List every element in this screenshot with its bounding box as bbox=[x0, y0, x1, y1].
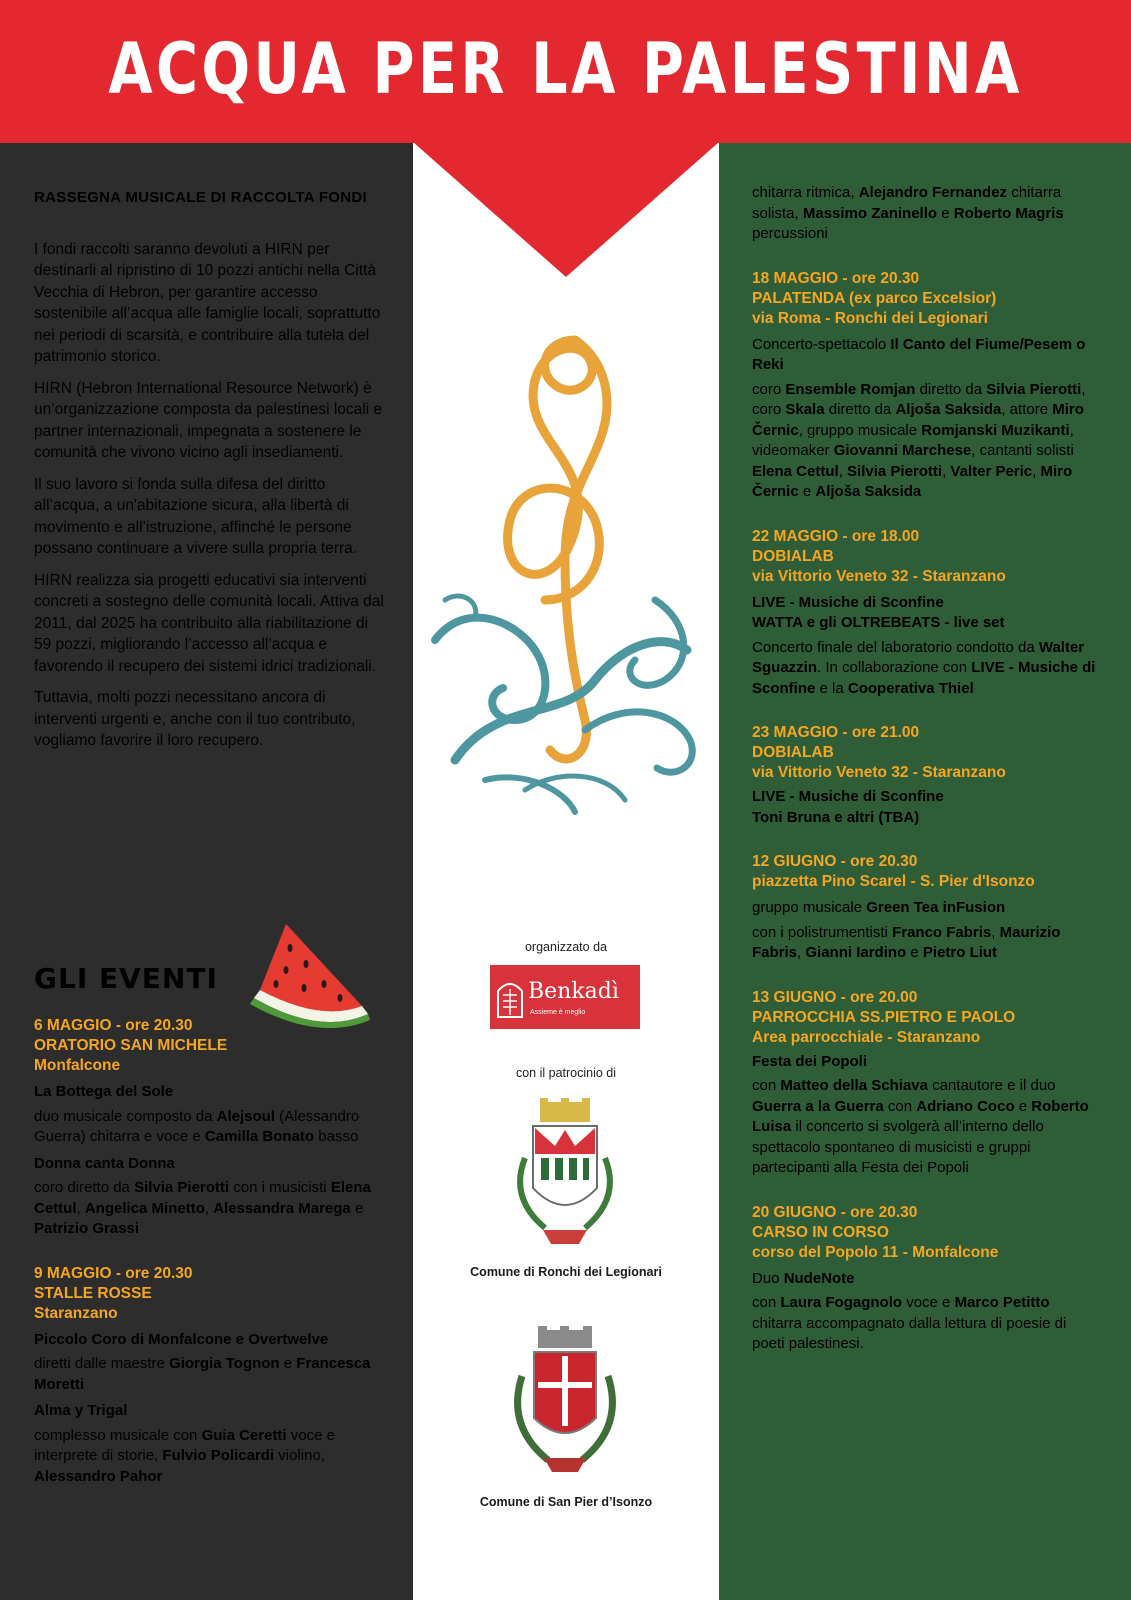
events-right-list bbox=[752, 183, 1102, 1379]
event-header: ORATORIO SAN MICHELE bbox=[34, 1037, 228, 1054]
event-header: Area parrocchiale - Staranzano bbox=[752, 1028, 981, 1046]
watermelon-slice-icon bbox=[250, 918, 374, 1030]
event-block bbox=[34, 1016, 389, 1240]
coat-of-arms-icon bbox=[505, 1098, 625, 1258]
event-act-title: Alma y Trigal bbox=[34, 1402, 128, 1419]
event-block bbox=[752, 183, 1102, 245]
event-act-title: LIVE - Musiche di Sconfine bbox=[752, 593, 944, 611]
event-header: via Vittorio Veneto 32 - Staranzano bbox=[752, 567, 1006, 585]
intro-paragraph: Il suo lavoro si fonda sulla difesa del diritto all’acqua, a un'abitazione sicura, alla libertà di movimento e all’istruzione, affinché le persone possano continuare a vivere sulla propria terra. bbox=[34, 475, 358, 557]
event-block bbox=[752, 527, 1102, 700]
event-description: con Matteo della Schiava cantautore e il duo Guerra a la Guerra con Adriano Coco e Roberto Luisa il concerto si svolgerà all’interno dello spettacolo spontaneo di musicisti e gruppi partecipanti alla Festa dei Popoli bbox=[752, 1077, 1089, 1176]
comune-ronchi-label: Comune di Ronchi dei Legionari bbox=[470, 1265, 662, 1279]
comune-sanpier-label: Comune di San Pier d’Isonzo bbox=[479, 1495, 653, 1509]
event-block bbox=[34, 1264, 389, 1488]
benkadi-logo-icon bbox=[496, 975, 524, 1019]
event-block bbox=[752, 1203, 1102, 1355]
event-header: PALATENDA (ex parco Excelsior) bbox=[752, 289, 997, 307]
event-act-title: La Bottega del Sole bbox=[34, 1083, 174, 1100]
benkadi-logo-text: Benkadì bbox=[528, 979, 619, 1004]
event-description: con Laura Fogagnolo voce e Marco Petitto chitarra accompagnato dalla lettura di poesie di poeti palestinesi. bbox=[752, 1294, 1067, 1352]
events-title: GLI EVENTI bbox=[34, 962, 218, 995]
event-header: 23 MAGGIO - ore 21.00 bbox=[752, 724, 920, 741]
event-description: diretti dalle maestre Giorgia Tognon e Francesca Moretti bbox=[34, 1355, 371, 1393]
event-act-title: Toni Bruna e altri (TBA) bbox=[752, 808, 920, 826]
event-header: DOBIALAB bbox=[752, 547, 834, 565]
event-header: Monfalcone bbox=[34, 1057, 121, 1074]
event-header: Staranzano bbox=[34, 1304, 118, 1322]
event-description: coro diretto da Silvia Pierotti con i musicisti Elena Cettul, Angelica Minetto, Alessandra Marega e Patrizio Grassi bbox=[34, 1179, 371, 1237]
intro-paragraph: Tuttavia, molti pozzi necessitano ancora di interventi urgenti e, anche con il tuo contributo, vogliamo favorire il loro recupero. bbox=[34, 689, 356, 749]
event-act-title: Festa dei Popoli bbox=[752, 1052, 868, 1070]
event-description: complesso musicale con Guia Ceretti voce e interprete di storie, Fulvio Policardi violino, Alessandro Pahor bbox=[34, 1426, 335, 1485]
event-header: DOBIALAB bbox=[752, 744, 834, 761]
patronage-label: con il patrocinio di bbox=[515, 1066, 617, 1080]
event-header: piazzetta Pino Scarel - S. Pier d'Isonzo bbox=[752, 873, 1035, 890]
event-block bbox=[752, 852, 1102, 964]
event-description: duo musicale composto da Alejsoul (Alessandro Guerra) chitarra e voce e Camilla Bonato basso bbox=[34, 1107, 360, 1145]
event-header: CARSO IN CORSO bbox=[752, 1223, 889, 1241]
event-act-title: LIVE - Musiche di Sconfine bbox=[752, 788, 944, 805]
intro-paragraph: HIRN (Hebron International Resource Network) è un’organizzazione composta da palestinesi locali e partner internazionali, impegnata a sostenere le comunità che vivono vicino agli insediamenti. bbox=[34, 379, 383, 461]
event-description: gruppo musicale Green Tea inFusion bbox=[752, 899, 1006, 916]
intro-section bbox=[34, 187, 384, 762]
event-header: 9 MAGGIO - ore 20.30 bbox=[34, 1264, 193, 1282]
event-header: 22 MAGGIO - ore 18.00 bbox=[752, 527, 920, 545]
event-act-title: Donna canta Donna bbox=[34, 1154, 175, 1172]
event-description: Concerto-spettacolo Il Canto del Fiume/Pesem o Reki bbox=[752, 335, 1086, 373]
page-title: ACQUA PER LA PALESTINA bbox=[108, 28, 1023, 110]
event-description: Concerto finale del laboratorio condotto da Walter Sguazzin. In collaborazione con LIVE - Musiche di Sconfine e la Cooperativa Thiel bbox=[752, 638, 1096, 697]
intro-heading: RASSEGNA MUSICALE DI RACCOLTA FONDI bbox=[34, 189, 367, 206]
events-left-list bbox=[34, 1016, 389, 1511]
event-header: STALLE ROSSE bbox=[34, 1284, 152, 1302]
coat-of-arms-icon bbox=[500, 1326, 630, 1486]
event-description: Duo NudeNote bbox=[752, 1269, 855, 1287]
intro-paragraph: I fondi raccolti saranno devoluti a HIRN per destinarli al ripristino di 10 pozzi antichi nella Città Vecchia di Hebron, per garantire accesso sostenibile all’acqua alle famiglie locali, soprattutto nei periodi di scarsità, e contribuire alla tutela del patrimonio storico. bbox=[34, 240, 381, 365]
event-act-title: WATTA e gli OLTREBEATS - live set bbox=[752, 614, 1005, 631]
event-block bbox=[752, 988, 1102, 1179]
benkadi-logo-tagline: Assieme è meglio bbox=[530, 1009, 586, 1016]
event-header: PARROCCHIA SS.PIETRO E PAOLO bbox=[752, 1008, 1016, 1026]
event-header: 12 GIUGNO - ore 20.30 bbox=[752, 853, 918, 870]
event-header: 13 GIUGNO - ore 20.00 bbox=[752, 988, 918, 1006]
event-description: con i polistrumentisti Franco Fabris, Maurizio Fabris, Gianni Iardino e Pietro Liut bbox=[752, 923, 1061, 961]
intro-paragraph: HIRN realizza sia progetti educativi sia interventi concreti a sostegno delle comunità locali. Attiva dal 2011, dal 2025 ha contribuito alla riabilitazione di 59 pozzi, migliorando l’accesso all’acqua e favorendo il recupero dei sistemi idrici tradizionali. bbox=[34, 571, 384, 675]
flag-triangle bbox=[413, 142, 719, 277]
benkadi-logo bbox=[490, 965, 640, 1029]
event-description: coro Ensemble Romjan diretto da Silvia Pierotti, coro Skala diretto da Aljoša Saksida, attore Miro Černic, gruppo musicale Romjanski Muzikanti, videomaker Giovanni Marchese, cantanti solisti Elena Cettul, Silvia Pierotti, Valter Peric, Miro Černic e Aljoša Saksida bbox=[752, 380, 1086, 500]
event-block bbox=[752, 723, 1102, 828]
event-header: 18 MAGGIO - ore 20.30 bbox=[752, 269, 920, 287]
event-act-title: Piccolo Coro di Monfalcone e Overtwelve bbox=[34, 1330, 329, 1348]
event-description: chitarra ritmica, Alejandro Fernandez chitarra solista, Massimo Zaninello e Roberto Magris percussioni bbox=[752, 184, 1064, 242]
event-header: 20 GIUGNO - ore 20.30 bbox=[752, 1203, 918, 1221]
event-header: via Roma - Ronchi dei Legionari bbox=[752, 309, 988, 327]
event-header: 6 MAGGIO - ore 20.30 bbox=[34, 1017, 193, 1034]
event-header: corso del Popolo 11 - Monfalcone bbox=[752, 1243, 999, 1261]
event-block bbox=[752, 269, 1102, 503]
organizer-label: organizzato da bbox=[524, 940, 607, 954]
event-header: via Vittorio Veneto 32 - Staranzano bbox=[752, 764, 1006, 781]
treble-clef-icon bbox=[425, 300, 705, 820]
